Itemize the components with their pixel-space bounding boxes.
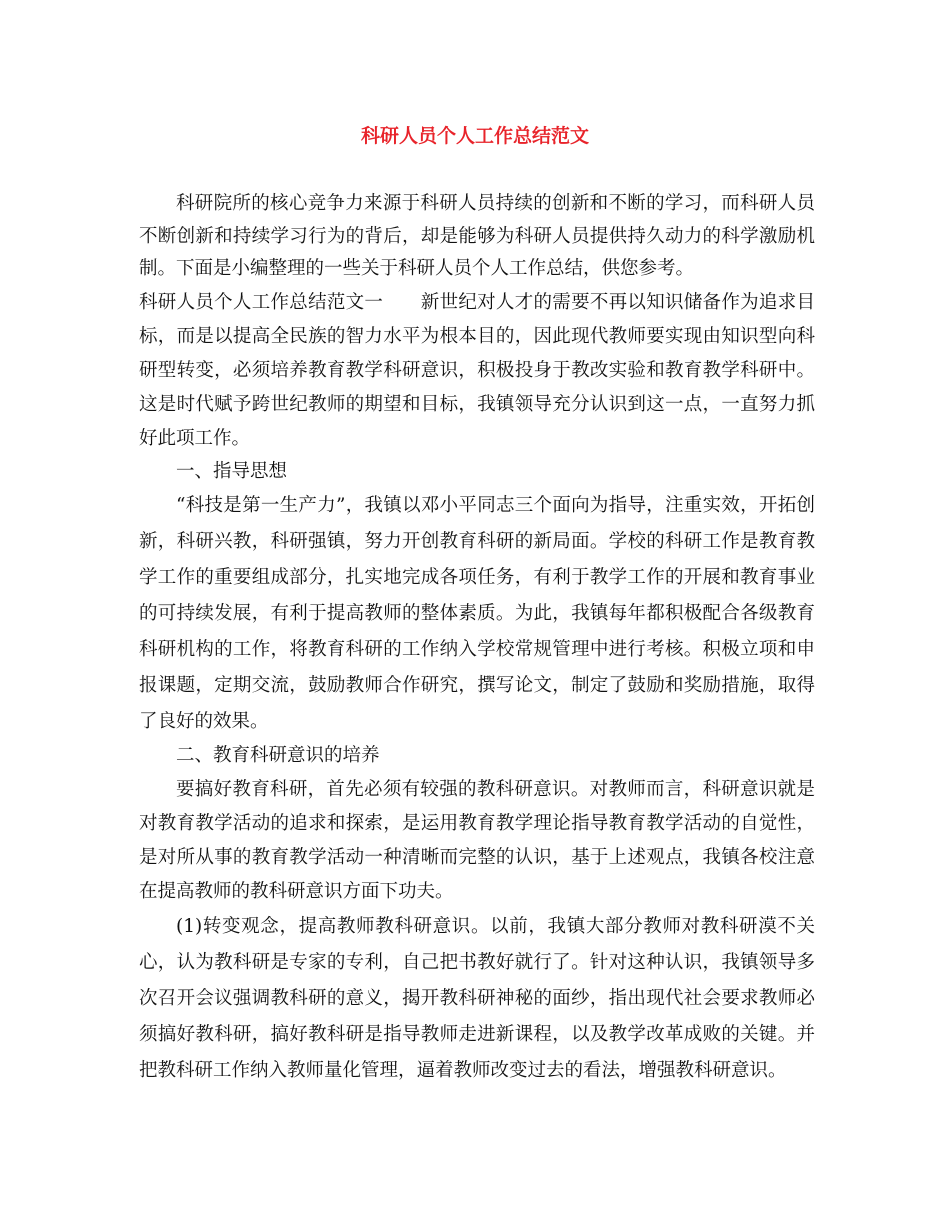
section-heading-awareness: 二、教育科研意识的培养 xyxy=(176,745,380,766)
concept-change-paragraph: (1)转变观念，提高教师教科研意识。以前，我镇大部分教师对教科研漠不关心，认为教科研是专家的专利，自己把书教好就行了。针对这种认识，我镇领导多次召开会议强调教科研的意义，揭开教科研神秘的面纱，指出现代社会要求教师必须搞好教科研，搞好教科研是指导教师走进新课程，以及教学改革成败的关键。并把教科研工作纳入教师量化管理，逼着教师改变过去的看法，增强教科研意识。 xyxy=(139,915,815,1081)
section-heading-guiding-thought: 一、指导思想 xyxy=(176,460,288,482)
intro-paragraph: 科研院所的核心竞争力来源于科研人员持续的创新和不断的学习，而科研人员不断创新和持续学习行为的背后，却是能够为科研人员提供持久动力的科学激励机制。下面是小编整理的一些关于科研人员个人工作总结，供您参考。 xyxy=(139,193,815,279)
sample-one-paragraph: 科研人员个人工作总结范文一 新世纪对人才的需要不再以知识储备作为追求目标，而是以提高全民族的智力水平为根本目的，因此现代教师要实现由知识型向科研型转变，必须培养教育教学科研意识，积极投身于教改实验和教育教学科研中。这是时代赋予跨世纪教师的期望和目标，我镇领导充分认识到这一点，一直努力抓好此项工作。 xyxy=(139,291,815,449)
guiding-thought-paragraph: “科技是第一生产力”，我镇以邓小平同志三个面向为指导，注重实效，开拓创新，科研兴教，科研强镇，努力开创教育科研的新局面。学校的科研工作是教育教学工作的重要组成部分，扎实地完成各项任务，有利于教学工作的开展和教育事业的可持续发展，有利于提高教师的整体素质。为此，我镇每年都积极配合各级教育科研机构的工作，将教育科研的工作纳入学校常规管理中进行考核。积极立项和申报课题，定期交流，鼓励教师合作研究，撰写论文，制定了鼓励和奖励措施，取得了良好的效果。 xyxy=(139,495,815,732)
document-body xyxy=(139,188,815,1089)
page-title: 科研人员个人工作总结范文 xyxy=(360,125,589,147)
awareness-paragraph: 要搞好教育科研，首先必须有较强的教科研意识。对教师而言，科研意识就是对教育教学活动的追求和探索，是运用教育教学理论指导教育教学活动的自觉性，是对所从事的教育教学活动一种清晰而完整的认识，基于上述观点，我镇各校注意在提高教师的教科研意识方面下功夫。 xyxy=(139,778,815,902)
